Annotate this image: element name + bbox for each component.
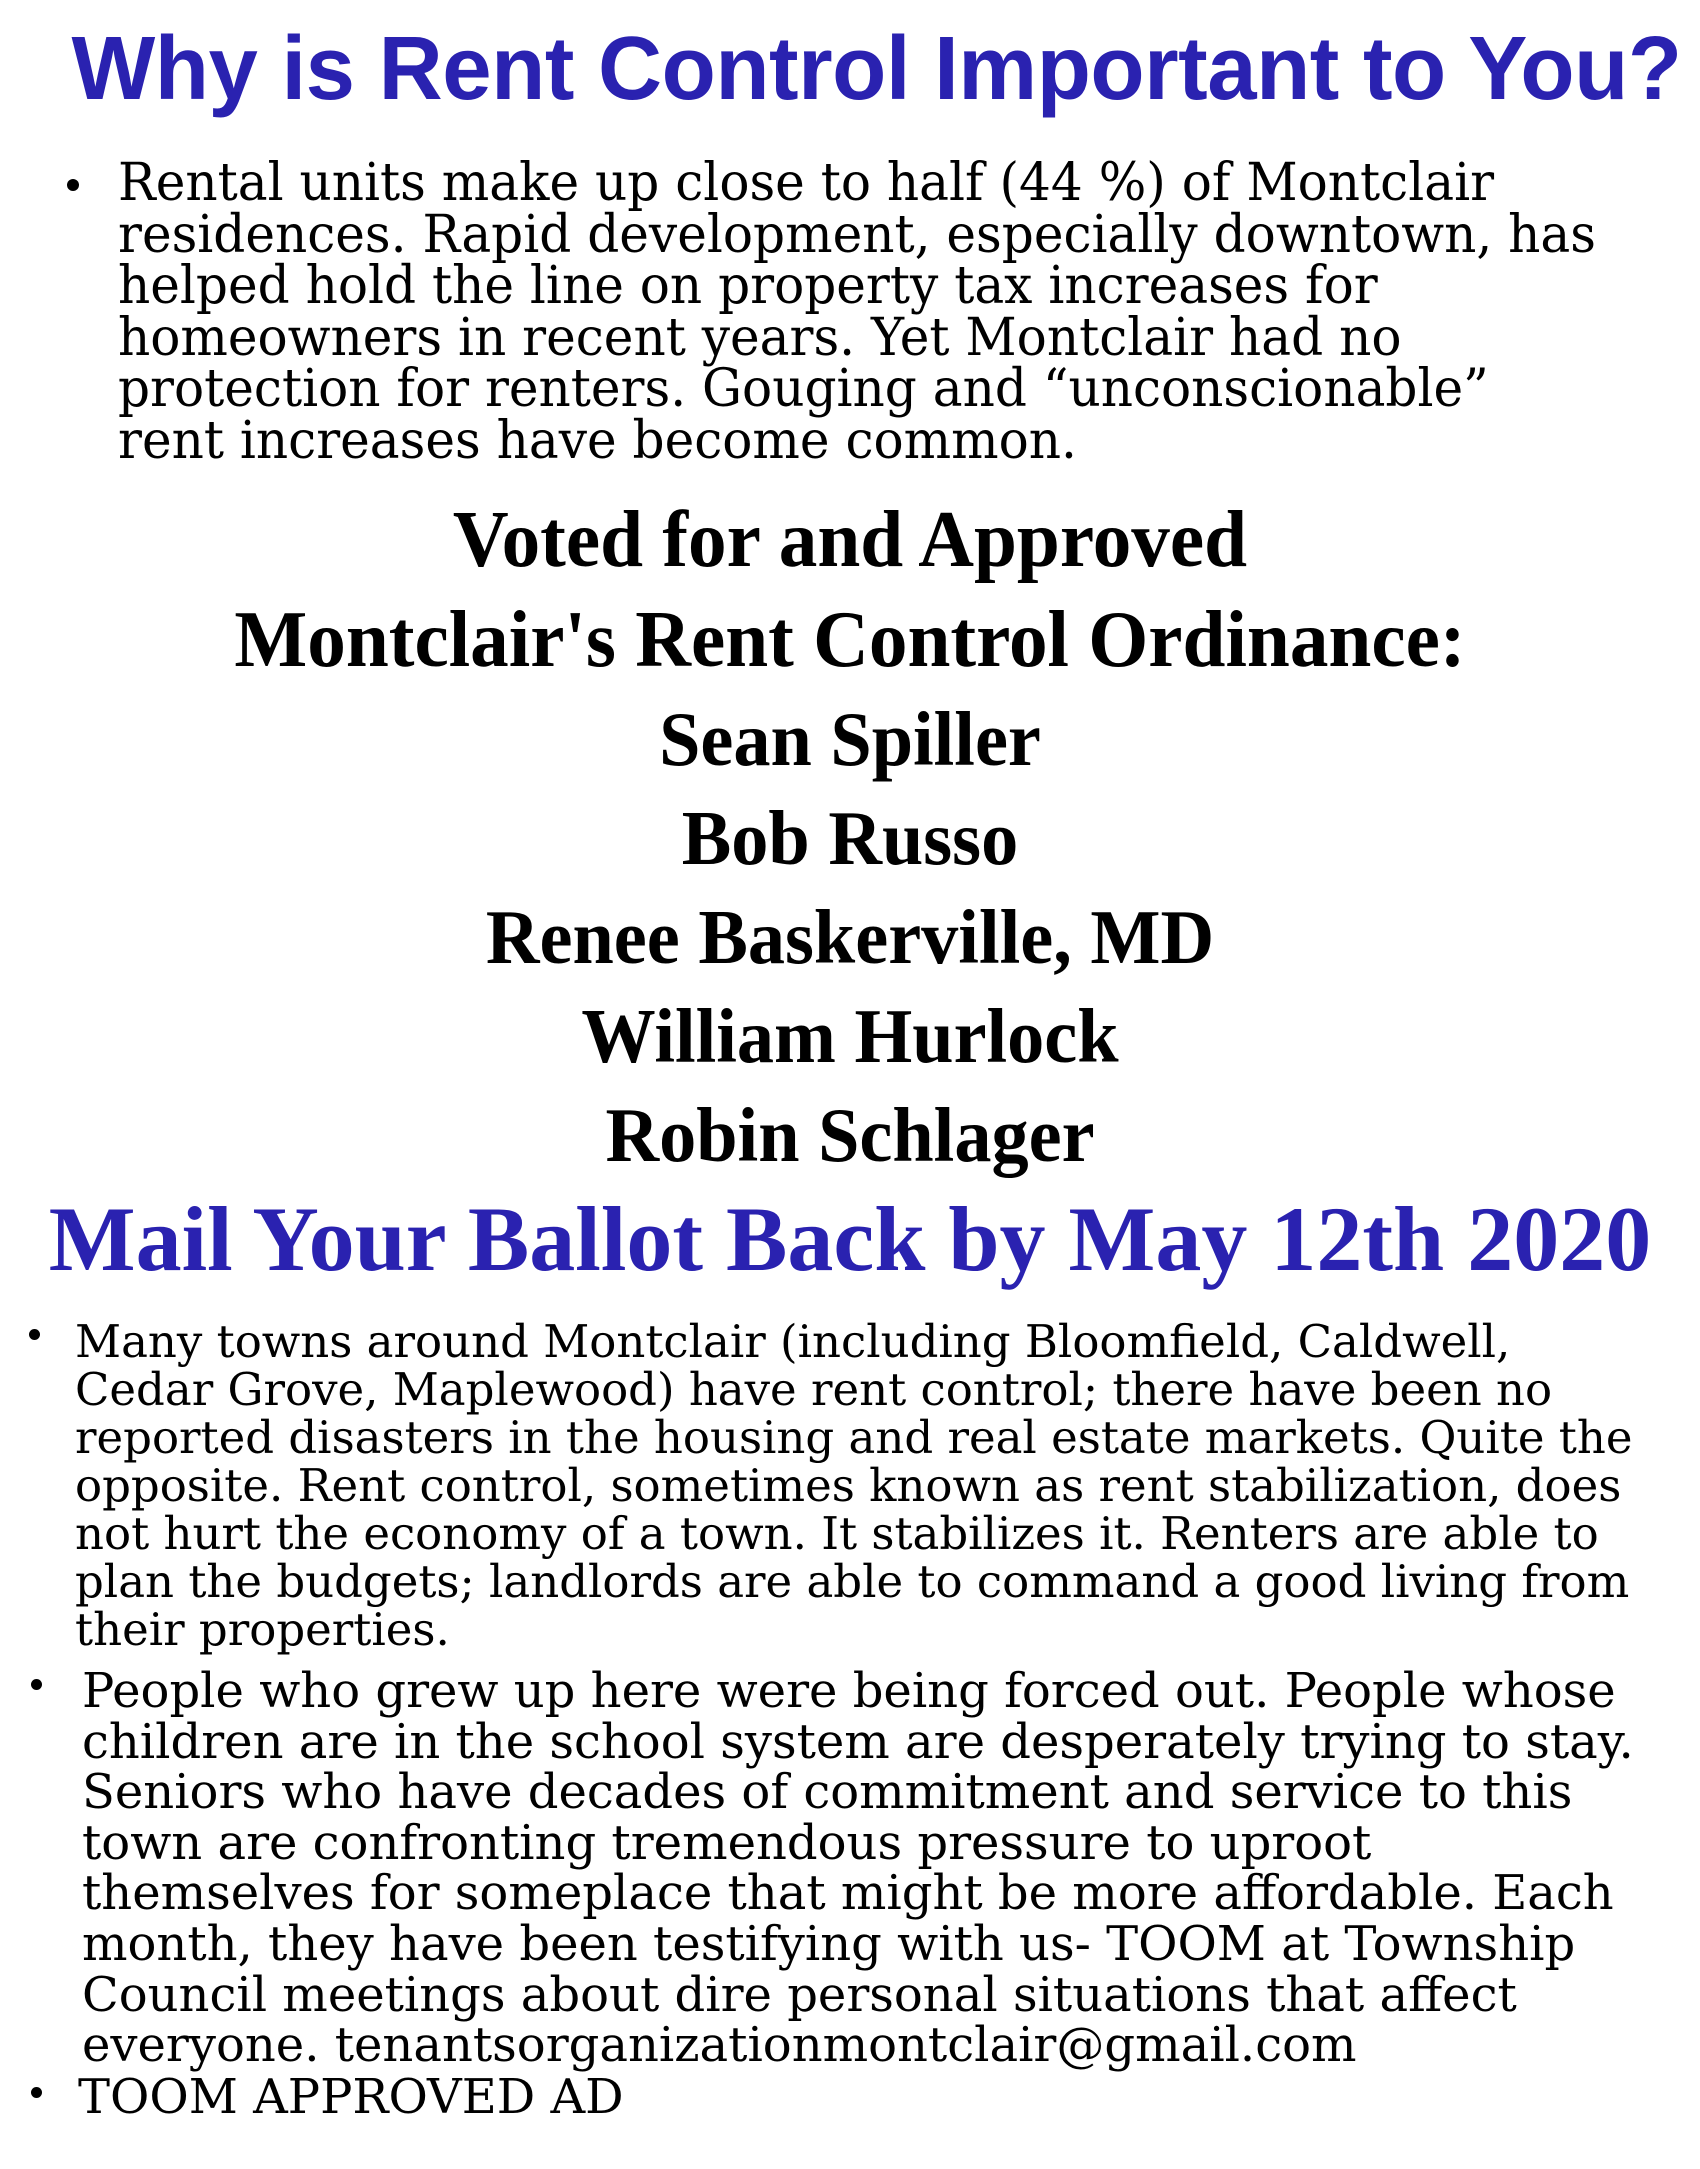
- approval-heading: [0, 490, 1700, 690]
- bullet-icon: [67, 179, 79, 191]
- paragraph-line: their properties.: [75, 1603, 450, 1656]
- bullet-icon: [29, 1329, 40, 1340]
- email-link-line[interactable]: everyone. tenantsorganizationmontclair@gmail.com: [82, 2017, 1357, 2074]
- approval-heading-line: Voted for and Approved: [452, 496, 1248, 584]
- council-member-name: William Hurlock: [581, 993, 1119, 1079]
- paragraph-line: not hurt the economy of a town. It stabilizes it. Renters are able to: [75, 1507, 1599, 1560]
- paragraph-line: Seniors who have decades of commitment and service to this: [82, 1764, 1573, 1821]
- council-members-list: [0, 690, 1700, 1185]
- paragraph-line: helped hold the line on property tax increases for: [118, 256, 1378, 316]
- paragraph-line: themselves for someplace that might be more affordable. Each: [82, 1865, 1614, 1922]
- paragraph-line: Cedar Grove, Maplewood) have rent control; there have been no: [75, 1363, 1553, 1416]
- bullet-paragraph: [75, 1315, 1647, 1656]
- paragraph-line: People who grew up here were being forced out. People whose: [82, 1663, 1616, 1719]
- bullet-paragraph: [78, 2069, 638, 2125]
- council-member-name: Bob Russo: [681, 795, 1019, 881]
- paragraph-line: rent increases have become common.: [118, 410, 1077, 471]
- approval-heading-line: Montclair's Rent Control Ordinance:: [234, 596, 1466, 684]
- call-to-action: [30, 1184, 1670, 1294]
- paragraph-line: protection for renters. Gouging and “unconscionable”: [118, 359, 1489, 419]
- paragraph-line: Rental units make up close to half (44 %) of Montclair: [118, 153, 1495, 213]
- paragraph-line: homeowners in recent years. Yet Montclair had no: [118, 307, 1402, 368]
- paragraph-line: Council meetings about dire personal situations that affect: [82, 1966, 1517, 2023]
- council-member-name: Renee Baskerville, MD: [485, 894, 1215, 980]
- paragraph-line: reported disasters in the housing and real estate markets. Quite the: [75, 1411, 1633, 1464]
- approved-ad-label: TOOM APPROVED AD: [78, 2069, 624, 2125]
- paragraph-line: children are in the school system are desperately trying to stay.: [82, 1713, 1634, 1770]
- paragraph-line: plan the budgets; landlords are able to command a good living from: [75, 1555, 1630, 1608]
- council-member-name: Robin Schlager: [605, 1092, 1095, 1178]
- council-member-name: Sean Spiller: [659, 696, 1041, 782]
- call-to-action-text: Mail Your Ballot Back by May 12th 2020: [48, 1188, 1652, 1290]
- paragraph-line: month, they have been testifying with us- TOOM at Township: [82, 1915, 1576, 1972]
- paragraph-line: residences. Rapid development, especially downtown, has: [118, 204, 1596, 265]
- bullet-paragraph: [82, 1663, 1635, 2074]
- page-title: [60, 14, 1682, 124]
- paragraph-line: town are confronting tremendous pressure to uproot: [82, 1814, 1372, 1871]
- paragraph-line: opposite. Rent control, sometimes known as rent stabilization, does: [75, 1459, 1622, 1512]
- bullet-icon: [31, 2087, 42, 2098]
- intro-paragraph: [118, 153, 1596, 471]
- paragraph-line: Many towns around Montclair (including Bloomfield, Caldwell,: [75, 1315, 1511, 1368]
- page-title-text: Why is Rent Control Important to You?: [71, 19, 1682, 119]
- bullet-icon: [31, 1679, 42, 1690]
